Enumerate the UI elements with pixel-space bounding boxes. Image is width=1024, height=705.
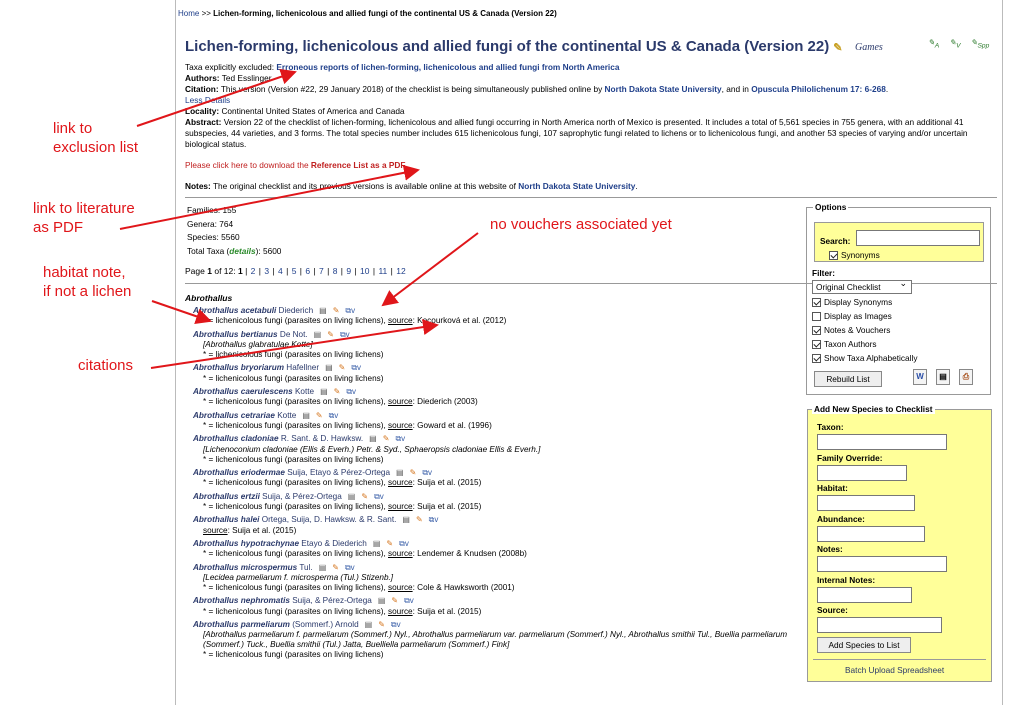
taxon-entry [193, 411, 793, 431]
notes-icon[interactable]: ▤ [369, 434, 377, 444]
authors-line: Authors: Ted Esslinger [185, 73, 272, 83]
checkbox-icon[interactable] [812, 326, 821, 335]
voucher-icon[interactable]: ⧉v [395, 434, 406, 444]
taxon-entry [193, 434, 793, 464]
taxon-author: Hafellner [286, 363, 320, 373]
source-label: source [388, 582, 413, 592]
ndsu-link[interactable]: North Dakota State University [604, 84, 722, 94]
synonym-line: [Abrothallus parmeliarum f. parmeliarum (Sommerf.) Nyl., Abrothallus parmeliarum var. parmeliarum (Sommerf.) Nyl., Abrothallus smithii Tul., Buellia parmeliarum (Sommerf.) Tuck., Buellia smithii (Tul.) Jatta, Buelliella parmeliarum (Sommerf.) Fink] [203, 630, 788, 650]
opuscula-link[interactable]: Opuscula Philolichenum 17: 6-268 [751, 84, 886, 94]
breadcrumb-home-link[interactable]: Home [178, 9, 200, 18]
notes-icon[interactable]: ▤ [402, 515, 410, 525]
edit-icon[interactable]: ✎ [332, 306, 340, 315]
source-label: source [388, 420, 413, 430]
voucher-icon[interactable]: ⧉v [328, 410, 339, 420]
checkbox-icon[interactable] [812, 340, 821, 349]
add-field-input[interactable] [817, 465, 907, 481]
notes-icon[interactable]: ▤ [396, 468, 404, 478]
taxon-entry [193, 387, 793, 407]
edit-vouchers-icon[interactable]: $✎_V$ [949, 38, 961, 50]
checkbox-icon[interactable] [812, 298, 821, 307]
voucher-icon[interactable]: ⧉v [390, 620, 401, 630]
notes-icon[interactable]: ▤ [319, 306, 327, 315]
taxon-entry [193, 330, 793, 360]
edit-icon[interactable]: ✎ [315, 410, 323, 420]
batch-upload-link[interactable]: Batch Upload Spreadsheet [845, 665, 945, 675]
option-checkboxes [812, 295, 917, 365]
voucher-icon[interactable]: ⧉v [345, 306, 356, 315]
option-notes-vouchers[interactable]: Notes & Vouchers [812, 323, 917, 337]
title-icons [928, 38, 997, 50]
add-field-label: Source: [817, 605, 848, 615]
taxon-entry [193, 539, 793, 559]
taxon-name-link[interactable]: Abrothallus nephromatis [193, 596, 290, 606]
taxon-name-link[interactable]: Abrothallus caerulescens [193, 387, 293, 397]
search-label: Search: [820, 236, 851, 246]
taxon-author: Tul. [299, 562, 313, 572]
citation-line: Citation: This version (Version #22, 29 January 2018) of the checklist is being simultaneously published online by North Dakota State University, and in Opuscula Philolichenum 17: 6-268. [185, 84, 889, 94]
habitat-note: * = lichenicolous fungi (parasites on living lichens), source: Diederich (2003) [203, 397, 478, 407]
page-title-text: Lichen-forming, lichenicolous and allied fungi of the continental US & Canada (Version 22) [185, 38, 830, 55]
reference-pdf-link[interactable]: Reference List as a PDF [310, 160, 406, 170]
notes-icon[interactable]: ▤ [377, 596, 386, 606]
notes-icon[interactable]: ▤ [320, 387, 328, 397]
breadcrumb-current: Lichen-forming, lichenicolous and allied fungi of the continental US & Canada (Version 22) [213, 9, 557, 18]
taxon-name-link[interactable]: Abrothallus parmeliarum [193, 620, 290, 630]
search-input[interactable] [856, 230, 980, 246]
add-divider [813, 659, 986, 660]
synonym-line: [Lichenoconium cladoniae (Ellis & Everh.) Petr. & Syd., Sphaeropsis cladoniae Ellis & Everh.] [203, 444, 541, 454]
page-link-4[interactable]: 4 [278, 266, 283, 276]
taxon-name-link[interactable]: Abrothallus cladoniae [193, 434, 279, 444]
page-link-8[interactable]: 8 [332, 266, 338, 276]
taxon-entry [193, 563, 793, 593]
source-label: source [203, 525, 228, 535]
taxon-name-link[interactable]: Abrothallus eriodermae [193, 468, 285, 478]
rebuild-list-button[interactable]: Rebuild List [814, 371, 882, 387]
less-details-link[interactable]: Less Details [185, 95, 231, 105]
page-link-3[interactable]: 3 [264, 266, 270, 276]
taxon-name-link[interactable]: Abrothallus acetabuli [193, 306, 277, 316]
add-field-label: Habitat: [817, 483, 848, 493]
notes-line: Notes: The original checklist and its previous versions is available online at this website of North Dakota State University. [185, 181, 638, 191]
edit-icon[interactable]: ✎ [333, 387, 341, 397]
page-link-10[interactable]: 10 [360, 266, 370, 276]
edit-icon[interactable]: ✎ [361, 491, 369, 501]
edit-species-icon[interactable]: $✎_{Spp}$ [970, 38, 990, 50]
page-link-9[interactable]: 9 [346, 266, 352, 276]
notes-ndsu-link[interactable]: North Dakota State University [518, 181, 636, 191]
source-citation: Lendemer & Knudsen (2008b) [417, 549, 527, 559]
options-panel [806, 202, 991, 395]
source-label: source [388, 501, 413, 511]
taxon-author: R. Sant. & D. Hawksw. [280, 434, 364, 444]
annotation-vouchers-text: no vouchers associated yet [490, 216, 672, 233]
voucher-icon[interactable]: ⧉v [344, 562, 355, 572]
notes-icon[interactable]: ▤ [318, 562, 327, 572]
search-box [814, 222, 984, 262]
synonym-line: [Lecidea parmeliarum f. microsperma (Tul.) Stizenb.] [203, 572, 394, 582]
page-title [185, 38, 842, 55]
option-display-synonyms[interactable]: Display Synonyms [812, 295, 917, 309]
add-field-label: Family Override: [817, 452, 883, 463]
taxon-entry [193, 515, 793, 535]
notes-icon[interactable]: ▤ [347, 491, 356, 501]
annotation-citations-text: citations [78, 357, 134, 374]
habitat-note: * = lichenicolous fungi (parasites on living lichens) [203, 349, 384, 359]
add-field-input[interactable] [817, 556, 947, 572]
notes-icon[interactable]: ▤ [325, 363, 333, 373]
taxon-name-link[interactable]: Abrothallus ertzii [193, 491, 260, 501]
annotation-literature-text: link to literature as PDF [33, 200, 135, 236]
add-species-legend: Add New Species to Checklist [814, 404, 933, 414]
less-details-line [185, 95, 1000, 106]
annotation-vouchers [490, 215, 672, 234]
habitat-note: * = lichenicolous fungi (parasites on living lichens), source: Suija et al. (2015) [203, 501, 482, 511]
taxon-author: Suija, & Pérez-Ortega [262, 491, 342, 501]
source-citation: Suija et al. (2015) [417, 478, 482, 488]
voucher-icon[interactable]: ⧉v [351, 363, 362, 373]
voucher-icon[interactable]: ⧉v [428, 515, 439, 525]
voucher-icon[interactable]: ⧉v [339, 329, 350, 339]
taxon-author: (Sommerf.) Arnold [292, 620, 359, 630]
taxon-author: Suija, Etayo & Pérez-Ortega [287, 468, 391, 478]
source-citation: Goward et al. (1996) [417, 420, 492, 430]
add-species-button[interactable]: Add Species to List [817, 637, 911, 653]
add-field-input[interactable] [817, 495, 915, 511]
checkbox-icon[interactable] [812, 354, 821, 363]
checkbox-icon[interactable] [812, 312, 821, 321]
taxon-name-link[interactable]: Abrothallus microspermus [193, 562, 298, 572]
printer-icon[interactable]: ⎙ [959, 369, 973, 385]
synonyms-check-icon[interactable] [829, 251, 838, 260]
annotation-habitat [43, 263, 131, 301]
habitat-note: * = lichenicolous fungi (parasites on living lichens) [203, 454, 384, 464]
add-field-input[interactable] [817, 434, 947, 450]
taxon-author: Diederich [278, 306, 314, 316]
add-field-label: Notes: [817, 544, 843, 554]
option-taxon-authors[interactable]: Taxon Authors [812, 337, 917, 351]
source-label: source [388, 606, 413, 616]
edit-icon[interactable]: ✎ [327, 329, 334, 339]
taxon-entry [193, 596, 793, 616]
genus-heading: Abrothallus [185, 293, 233, 303]
breadcrumb [178, 9, 557, 18]
page-link-12[interactable]: 12 [396, 266, 406, 276]
notes-icon[interactable]: ▤ [302, 410, 310, 420]
habitat-note: * = lichenicolous fungi (parasites on living lichens), source: Suija et al. (2015) [203, 606, 482, 616]
notes-icon[interactable]: ▤ [372, 539, 381, 549]
add-field-label: Taxon: [817, 422, 844, 432]
annotation-exclusion [53, 119, 138, 157]
page-link-7[interactable]: 7 [319, 266, 324, 276]
add-field-label: Internal Notes: [817, 574, 876, 585]
exclusion-list-link[interactable]: Erroneous reports of lichen-forming, lichenicolous and allied fungi from North America [276, 62, 620, 72]
taxon-author: Kotte [294, 387, 315, 397]
taxon-author: Kotte [277, 410, 297, 420]
source-label: source [388, 397, 413, 407]
filter-label: Filter: [812, 268, 836, 278]
habitat-note: * = lichenicolous fungi (parasites on living lichens) [203, 373, 384, 383]
word-export-icon[interactable]: W [913, 369, 927, 385]
page-link-11[interactable]: 11 [378, 266, 388, 276]
option-display-as-images[interactable]: Display as Images [812, 309, 917, 323]
habitat-note: source: Suija et al. (2015) [203, 525, 297, 535]
abstract-line: Abstract: Version 22 of the checklist of lichen-forming, lichenicolous and allied fungi occurring in North America north of Mexico is presented. It includes a total of 5,561 species in 755 genera, with an additional 41 subspecies, 44 varieties, and 3 forms. The total species number includes 615 lichenicolous fungi, 107 saprophytic fungi related to lichens or to lichenicolous fungi, and another 53 species of varying and/or uncertain biological status. [185, 117, 968, 149]
source-citation: Suija et al. (2015) [417, 606, 482, 616]
taxon-author: De Not. [279, 329, 308, 339]
edit-icon[interactable]: ✎ [378, 620, 385, 630]
pager: Page 1 of 12: 1 | 2 | 3 | 4 | 5 | 6 | 7 | 8 | 9 | 10 | 11 | 12 [185, 266, 406, 276]
synonyms-checkbox[interactable]: Synonyms [829, 250, 880, 260]
habitat-note: * = lichenicolous fungi (parasites on living lichens), source: Kocourková et al. (2012) [203, 316, 507, 326]
download-line: Please click here to download the Reference List as a PDF. [185, 160, 408, 170]
source-citation: Diederich (2003) [417, 397, 478, 407]
habitat-note: * = lichenicolous fungi (parasites on living lichens), source: Suija et al. (2015) [203, 478, 482, 488]
annotation-citations [78, 356, 133, 375]
taxon-name-link[interactable]: Abrothallus cetrariae [193, 410, 275, 420]
taxon-name-link[interactable]: Abrothallus bryoriarum [193, 363, 284, 373]
edit-icon[interactable]: ✎ [415, 515, 423, 525]
taxon-author: Suija, & Pérez-Ortega [292, 596, 372, 606]
add-field-label: Abundance: [817, 513, 865, 524]
source-citation: Suija et al. (2015) [232, 525, 297, 535]
habitat-note: * = lichenicolous fungi (parasites on living lichens), source: Lendemer & Knudsen (2008b) [203, 549, 527, 559]
habitat-note: * = lichenicolous fungi (parasites on living lichens), source: Cole & Hawksworth (2001) [203, 582, 515, 592]
taxon-author: Ortega, Suija, D. Hawksw. & R. Sant. [261, 515, 397, 525]
add-field-input[interactable] [817, 526, 925, 542]
options-legend: Options [815, 202, 847, 212]
add-field-input[interactable] [817, 587, 912, 603]
edit-icon[interactable]: ✎ [382, 434, 390, 444]
annotation-habitat-text: habitat note, if not a lichen [43, 264, 132, 300]
taxa-list [193, 306, 793, 664]
details-link[interactable]: details [229, 245, 256, 256]
page-link-5[interactable]: 5 [291, 266, 297, 276]
taxon-entry [193, 492, 793, 512]
habitat-note: * = lichenicolous fungi (parasites on living lichens), source: Goward et al. (1996) [203, 420, 492, 430]
taxon-entry [193, 363, 793, 383]
source-citation: Suija et al. (2015) [417, 501, 482, 511]
notes-icon[interactable]: ▤ [364, 620, 373, 630]
stats-block: Families: 155 Genera: 764 Species: 5560 Total Taxa (details): 5600 [187, 205, 282, 256]
voucher-icon[interactable]: ⧉v [399, 539, 409, 549]
habitat-note: * = lichenicolous fungi (parasites on living lichens) [203, 650, 384, 660]
taxon-name-link[interactable]: Abrothallus halei [193, 515, 260, 525]
add-species-panel [807, 404, 992, 682]
voucher-icon[interactable]: ⧉v [404, 596, 414, 606]
taxon-entry [193, 620, 793, 660]
filter-select[interactable]: Original Checklist ⌄ [812, 280, 912, 294]
voucher-icon[interactable]: ⧉v [346, 387, 357, 397]
taxon-entry [193, 306, 793, 326]
add-field-input[interactable] [817, 617, 942, 633]
source-label: source [388, 549, 413, 559]
annotation-exclusion-text: link to exclusion list [53, 120, 139, 156]
edit-icon[interactable]: ✎ [386, 539, 394, 549]
voucher-icon[interactable]: ⧉v [422, 468, 433, 478]
synonym-line: [Abrothallus glabratulae Kotte] [203, 339, 313, 349]
source-label: source [388, 316, 413, 326]
notes-icon[interactable]: ▤ [313, 329, 322, 339]
excluded-line: Taxa explicitly excluded: Erroneous reports of lichen-forming, lichenicolous and allied fungi from North America [185, 62, 620, 72]
source-citation: Cole & Hawksworth (2001) [417, 582, 515, 592]
source-citation: Kocourková et al. (2012) [417, 316, 507, 326]
annotation-literature [33, 199, 135, 237]
games-link[interactable]: Games [855, 42, 883, 53]
taxon-entry [193, 468, 793, 488]
locality-line: Locality: Continental United States of America and Canada [185, 106, 405, 116]
edit-icon[interactable]: ✎ [332, 562, 339, 572]
page-link-6[interactable]: 6 [305, 266, 311, 276]
source-label: source [388, 478, 413, 488]
edit-icon[interactable]: ✎ [409, 468, 417, 478]
edit-icon[interactable]: ✎ [338, 363, 346, 373]
edit-icon[interactable]: ✎ [391, 596, 399, 606]
voucher-icon[interactable]: ⧉v [374, 491, 384, 501]
breadcrumb-separator: >> [201, 9, 211, 18]
taxon-author: Etayo & Diederich [301, 539, 367, 549]
edit-pencil-icon[interactable]: ✎ [833, 42, 843, 54]
divider [185, 197, 997, 198]
edit-authors-icon[interactable]: $✎_A$ [928, 38, 940, 50]
taxon-name-link[interactable]: Abrothallus bertianus [193, 329, 278, 339]
option-show-taxa-alphabetically[interactable]: Show Taxa Alphabetically [812, 351, 917, 365]
page-link-2[interactable]: 2 [250, 266, 256, 276]
page-link-1[interactable]: 1 [238, 266, 243, 276]
print-icon[interactable]: ▤ [936, 369, 950, 385]
taxon-name-link[interactable]: Abrothallus hypotrachynae [193, 539, 300, 549]
